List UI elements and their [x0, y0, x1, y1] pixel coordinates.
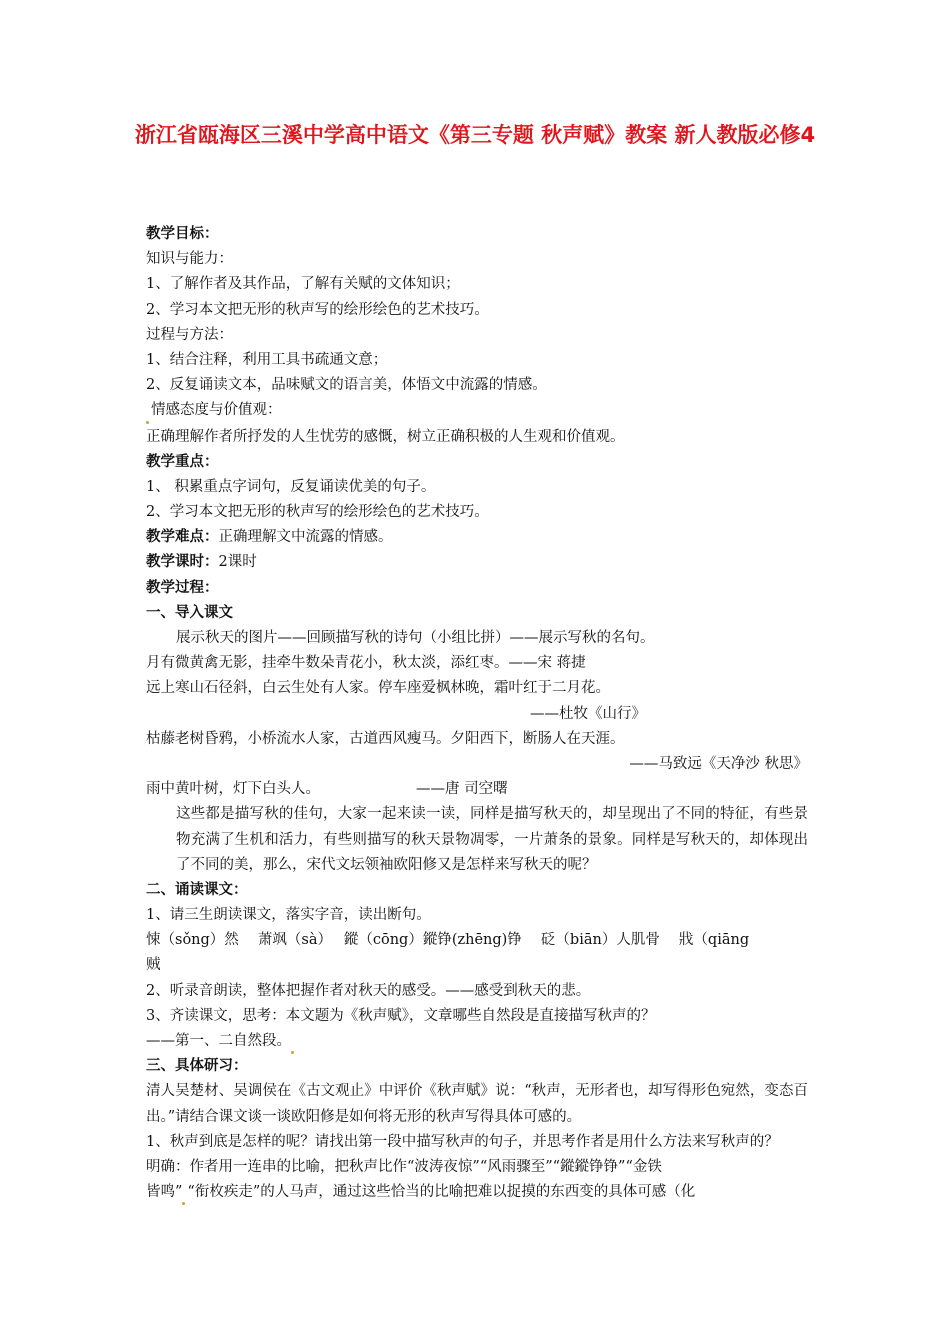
reading-item-3: 3、齐读课文，思考：本文题为《秋声赋》，文章哪些自然段是直接描写秋声的？ — [146, 1007, 656, 1024]
key-point-2: 2、学习本文把无形的秋声写的绘形绘色的艺术技巧。 — [146, 504, 489, 521]
question-1: 1、秋声到底是怎样的呢？请找出第一段中描写秋声的句子，并思考作者是用什么方法来写秋声的？ — [146, 1133, 779, 1150]
pronunciation-line-b: 贼 — [146, 957, 161, 974]
poem-3: 枯藤老树昏鸦，小桥流水人家，古道西风瘦马。夕阳西下，断肠人在天涯。 — [146, 730, 625, 747]
pronunciation-line-a: 悚（sǒng）然 萧飒（sà） 鏦（cōng）鏦铮(zhēng)铮 砭（biān）人肌骨 戕（qiāng — [146, 932, 750, 949]
poem-3-source: ——马致远《天净沙 秋思》 — [629, 755, 808, 772]
section-1-paragraph: 这些都是描写秋的佳句，大家一起来读一读，同样是描写秋天的，却呈现出了不同的特征，有些景物充满了生机和活力，有些则描写的秋天景物凋零，一片萧条的景象。同样是写秋天的，却体现出了不同的美，那么，宋代文坛领袖欧阳修又是怎样来写秋天的呢？ — [176, 806, 808, 873]
difficulty-text: 正确理解文中流露的情感。 — [218, 529, 393, 546]
process-item-1: 1、结合注释，利用工具书疏通文意； — [146, 351, 388, 368]
answer-1-part-c: “衔枚疾走”的人马声，通过这些恰当的比喻把难以捉摸的东西变的具体可感（化 — [187, 1184, 696, 1201]
hours-text: 2课时 — [218, 554, 257, 571]
section-2-heading: 二、诵读课文： — [146, 881, 248, 898]
answer-1-part-b: 皆鸣” — [146, 1184, 183, 1201]
knowledge-item-2: 2、学习本文把无形的秋声写的绘形绘色的艺术技巧。 — [146, 301, 489, 318]
document-body — [146, 222, 808, 1205]
reading-item-3-answer — [146, 1029, 808, 1054]
poem-1: 月有微黄禽无影，挂牵牛数朵青花小，秋太淡，添红枣。——宋 蒋捷 — [146, 655, 586, 672]
scan-dot — [146, 421, 149, 424]
difficulty-line — [146, 525, 808, 550]
emotion-heading-text: 情感态度与价值观： — [151, 402, 282, 419]
section-1-heading: 一、导入课文 — [146, 604, 233, 621]
knowledge-item-1: 1、了解作者及其作品，了解有关赋的文体知识； — [146, 276, 460, 293]
knowledge-heading: 知识与能力： — [146, 251, 233, 268]
objectives-heading: 教学目标： — [146, 226, 219, 242]
poem-4-line — [146, 777, 808, 802]
reading-item-2: 2、听录音朗读，整体把握作者对秋天的感受。——感受到秋天的悲。 — [146, 982, 591, 999]
section-1-intro: 展示秋天的图片——回顾描写秋的诗句（小组比拼）——展示写秋的名句。 — [176, 630, 655, 646]
scan-dot — [182, 1202, 185, 1205]
difficulty-label: 教学难点： — [146, 529, 219, 546]
document-title: 浙江省瓯海区三溪中学高中语文《第三专题 秋声赋》教案 新人教版必修4 — [134, 123, 816, 147]
answer-1-line-a: 明确：作者用一连串的比喻，把秋声比作“波涛夜惊”“风雨骤至”“鏦鏦铮铮”“金铁 — [146, 1159, 662, 1176]
emotion-heading — [146, 398, 808, 423]
emotion-item-1: 正确理解作者所抒发的人生忧劳的感慨，树立正确积极的人生观和价值观。 — [146, 428, 625, 445]
process-item-2: 2、反复诵读文本，品味赋文的语言美，体悟文中流露的情感。 — [146, 377, 547, 394]
section-3-paragraph: 清人吴楚材、吴调侯在《古文观止》中评价《秋声赋》说：“秋声，无形者也，却写得形色宛然，变态百出。”请结合课文谈一谈欧阳修是如何将无形的秋声写得具体可感的。 — [146, 1083, 808, 1125]
process-heading: 过程与方法： — [146, 326, 233, 343]
poem-2-source: ——杜牧《山行》 — [530, 705, 646, 722]
reading-item-1: 1、请三生朗读课文，落实字音，读出断句。 — [146, 907, 431, 924]
process-main-heading: 教学过程： — [146, 579, 219, 596]
answer-1-line-b — [146, 1180, 808, 1205]
hours-label: 教学课时： — [146, 554, 219, 571]
section-3-heading: 三、具体研习： — [146, 1058, 248, 1075]
poem-4: 雨中黄叶树，灯下白头人。 — [146, 781, 320, 798]
hours-line — [146, 550, 808, 575]
poem-4-source: ——唐 司空曙 — [416, 781, 508, 798]
reading-item-3-answer-text: ——第一、二自然段。 — [146, 1033, 291, 1050]
key-points-heading: 教学重点： — [146, 453, 219, 470]
scan-dot — [291, 1051, 294, 1054]
poem-2: 远上寒山石径斜，白云生处有人家。停车座爱枫林晚，霜叶红于二月花。 — [146, 680, 610, 697]
key-point-1: 1、 积累重点字词句，反复诵读优美的句子。 — [146, 478, 436, 495]
